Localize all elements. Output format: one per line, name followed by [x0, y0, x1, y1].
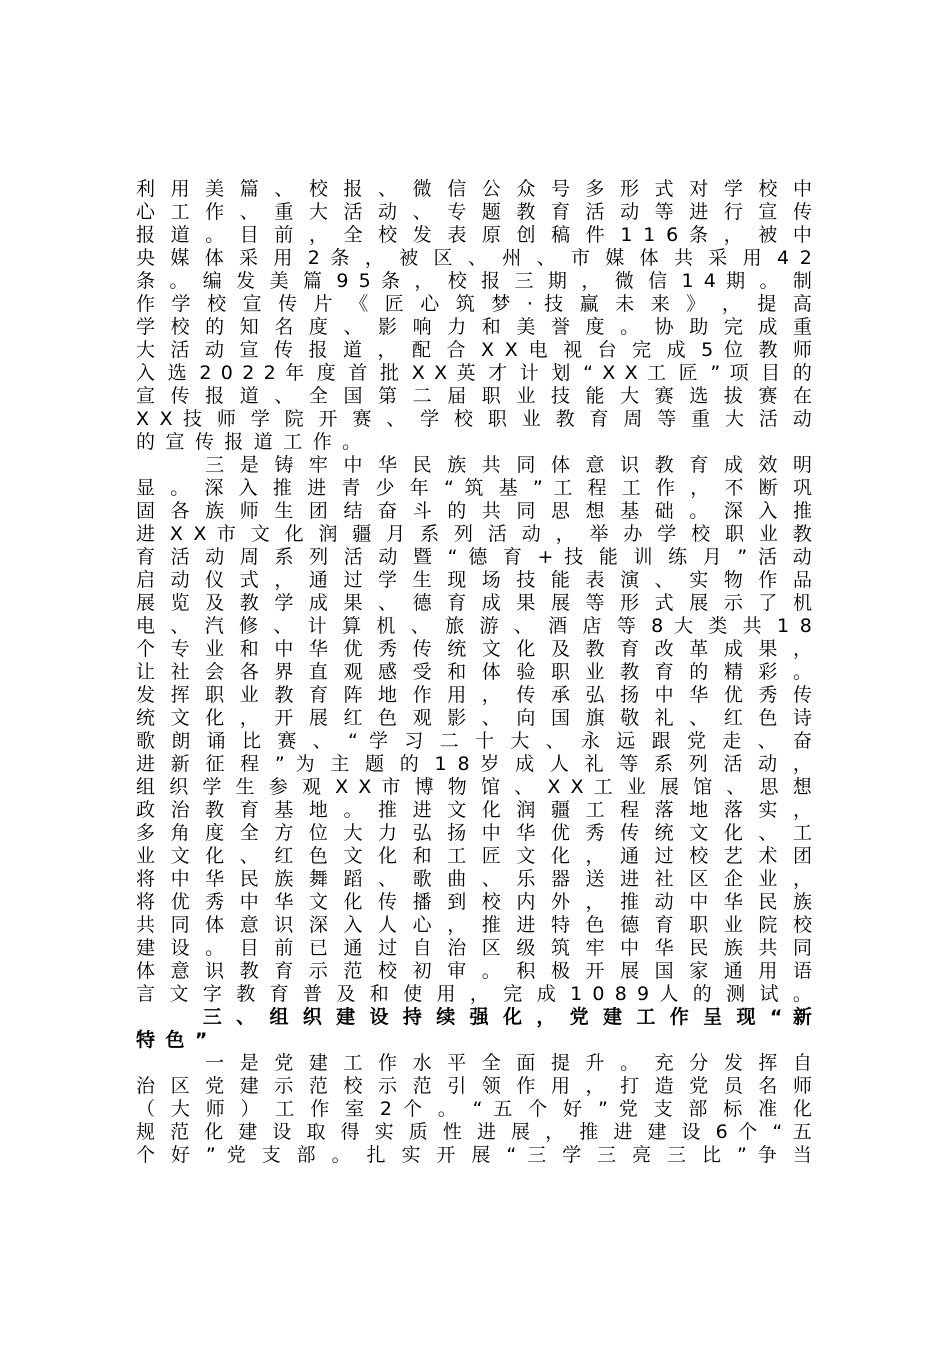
text-line: X X 技 师 学 院 开 赛 、 学 校 职 业 教 育 周 等 重 大 活 动: [136, 408, 812, 430]
text-line: 歌 朗 诵 比 赛 、 “ 学 习 二 十 大 、 永 远 跟 党 走 、 奋: [136, 730, 812, 752]
text-line: 央 媒 体 采 用 2 条 ， 被 区 、 州 、 市 媒 体 共 采 用 4 2: [136, 247, 812, 269]
text-line: 宣 传 报 道 、 全 国 第 二 届 职 业 技 能 大 赛 选 拔 赛 在: [136, 385, 812, 407]
text-line: 业 文 化 、 红 色 文 化 和 工 匠 文 化 ， 通 过 校 艺 术 团: [136, 845, 812, 867]
text-line: 进 X X 市 文 化 润 疆 月 系 列 活 动 ， 举 办 学 校 职 业 教: [136, 523, 812, 545]
text-line: 统 文 化 ， 开 展 红 色 观 影 、 向 国 旗 敬 礼 、 红 色 诗: [136, 707, 812, 729]
paragraph-start-line: 三 是 铸 牢 中 华 民 族 共 同 体 意 识 教 育 成 效 明: [205, 454, 812, 476]
text-line: 政 治 教 育 基 地 。 推 进 文 化 润 疆 工 程 落 地 落 实 ，: [136, 799, 812, 821]
text-line: 发 挥 职 业 教 育 阵 地 作 用 ， 传 承 弘 扬 中 华 优 秀 传: [136, 684, 812, 706]
text-line: 固 各 族 师 生 团 结 奋 斗 的 共 同 思 想 基 础 。 深 入 推: [136, 500, 812, 522]
text-line: 显 。 深 入 推 进 青 少 年 “ 筑 基 ” 工 程 工 作 ， 不 断 巩: [136, 477, 812, 499]
section-heading-line: 三 、 组 织 建 设 持 续 强 化 ， 党 建 工 作 呈 现 “ 新: [202, 1006, 812, 1028]
text-line: 规 范 化 建 设 取 得 实 质 性 进 展 ， 推 进 建 设 6 个 “ 五: [136, 1121, 812, 1143]
text-line: 多 角 度 全 方 位 大 力 弘 扬 中 华 优 秀 传 统 文 化 、 工: [136, 822, 812, 844]
text-line: 个 专 业 和 中 华 优 秀 传 统 文 化 及 教 育 改 革 成 果 ，: [136, 638, 812, 660]
text-line: 启 动 仪 式 ， 通 过 学 生 现 场 技 能 表 演 、 实 物 作 品: [136, 569, 812, 591]
text-line: 心 工 作 、 重 大 活 动 、 专 题 教 育 活 动 等 进 行 宣 传: [136, 201, 812, 223]
text-line: 入 选 2 0 2 2 年 度 首 批 X X 英 才 计 划 “ X X 工 匠 ” 项 目 的: [136, 362, 812, 384]
text-line: 治 区 党 建 示 范 校 示 范 引 领 作 用 ， 打 造 党 员 名 师: [136, 1075, 812, 1097]
text-line: 个 好 ” 党 支 部 。 扎 实 开 展 “ 三 学 三 亮 三 比 ” 争 当: [136, 1144, 812, 1166]
text-line: 展 览 及 教 学 成 果 、 德 育 成 果 展 等 形 式 展 示 了 机: [136, 592, 812, 614]
text-line: 进 新 征 程 ” 为 主 题 的 1 8 岁 成 人 礼 等 系 列 活 动 ，: [136, 753, 812, 775]
paragraph-start-line: 一 是 党 建 工 作 水 平 全 面 提 升 。 充 分 发 挥 自: [205, 1052, 812, 1074]
body-text: [136, 178, 812, 1167]
section-heading-line: 特色”: [136, 1029, 218, 1051]
text-line: 的宣传报道工作。: [136, 431, 372, 453]
text-line: 利 用 美 篇 、 校 报 、 微 信 公 众 号 多 形 式 对 学 校 中: [136, 178, 812, 200]
text-line: 组 织 学 生 参 观 X X 市 博 物 馆 、 X X 工 业 展 馆 、 思 想: [136, 776, 812, 798]
text-line: 报 道 。 目 前 ， 全 校 发 表 原 创 稿 件 1 1 6 条 ， 被 中: [136, 224, 812, 246]
text-line: 作 学 校 宣 传 片 《 匠 心 筑 梦 · 技 赢 未 来 》 ， 提 高: [136, 293, 812, 315]
text-line: 让 社 会 各 界 直 观 感 受 和 体 验 职 业 教 育 的 精 彩 。: [136, 661, 812, 683]
text-line: 条 。 编 发 美 篇 9 5 条 ， 校 报 三 期 ， 微 信 1 4 期 。 制: [136, 270, 812, 292]
text-line: 共 同 体 意 识 深 入 人 心 ， 推 进 特 色 德 育 职 业 院 校: [136, 914, 812, 936]
text-line: 学 校 的 知 名 度 、 影 响 力 和 美 誉 度 。 协 助 完 成 重: [136, 316, 812, 338]
text-line: 体 意 识 教 育 示 范 校 初 审 。 积 极 开 展 国 家 通 用 语: [136, 960, 812, 982]
text-line: 建 设 。 目 前 已 通 过 自 治 区 级 筑 牢 中 华 民 族 共 同: [136, 937, 812, 959]
text-line: 将 优 秀 中 华 文 化 传 播 到 校 内 外 ， 推 动 中 华 民 族: [136, 891, 812, 913]
text-line: 大 活 动 宣 传 报 道 ， 配 合 X X 电 视 台 完 成 5 位 教 师: [136, 339, 812, 361]
text-line: （ 大 师 ） 工 作 室 2 个 。 “ 五 个 好 ” 党 支 部 标 准 化: [136, 1098, 812, 1120]
text-line: 育 活 动 周 系 列 活 动 暨 “ 德 育 + 技 能 训 练 月 ” 活 动: [136, 546, 812, 568]
text-line: 电 、 汽 修 、 计 算 机 、 旅 游 、 酒 店 等 8 大 类 共 1 8: [136, 615, 812, 637]
text-line: 言 文 字 教 育 普 及 和 使 用 ， 完 成 1 0 8 9 人 的 测 试 。: [136, 983, 812, 1005]
text-line: 将 中 华 民 族 舞 蹈 、 歌 曲 、 乐 器 送 进 社 区 企 业 ，: [136, 868, 812, 890]
